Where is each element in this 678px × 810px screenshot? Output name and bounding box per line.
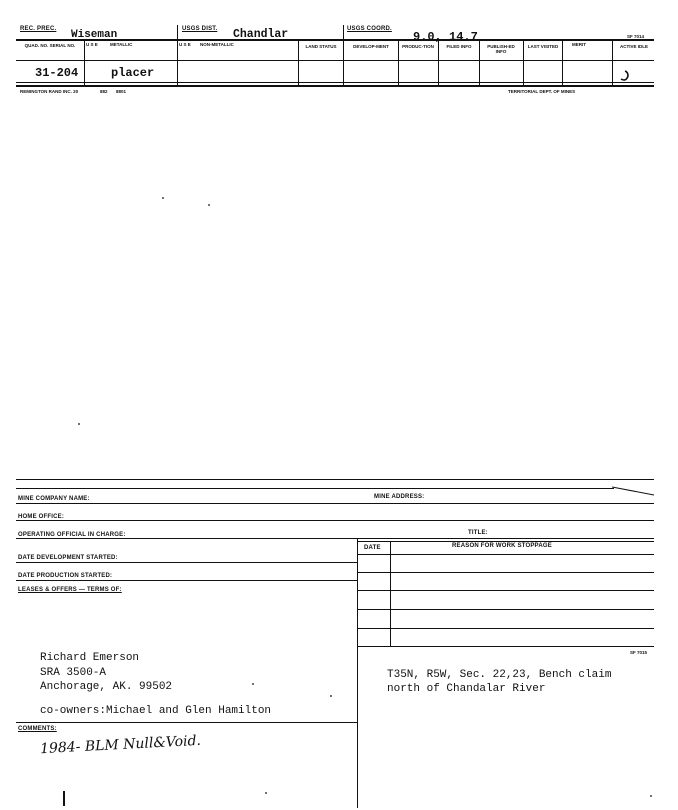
- department-name: TERRITORIAL DEPT. OF MINES: [508, 89, 576, 94]
- rule: [16, 479, 654, 480]
- rule: [16, 39, 654, 41]
- divider: [177, 25, 178, 39]
- divider: [357, 538, 358, 808]
- divider: [523, 39, 524, 85]
- col-quad-no: QUAD. NO.: [24, 43, 49, 48]
- col-development: DEVELOP-MENT: [353, 44, 389, 49]
- printer-line: REMINGTON RAND INC. 20: [20, 89, 79, 94]
- printer-code-1: 882: [100, 89, 108, 94]
- leases-label: LEASES & OFFERS — TERMS OF:: [18, 587, 122, 593]
- divider: [390, 541, 391, 647]
- scan-speck: [330, 695, 332, 697]
- rule: [16, 60, 654, 61]
- co-owners-line: co-owners:Michael and Glen Hamilton: [40, 705, 272, 717]
- owner-line: Anchorage, AK. 99502: [40, 681, 173, 693]
- divider: [343, 25, 344, 39]
- col-production: PRODUC-TION: [402, 44, 434, 49]
- printer-code-2: 8801: [116, 89, 127, 94]
- rule: [357, 590, 654, 591]
- usgs-dist-value: Chandlar: [233, 28, 289, 41]
- col-active-idle: ACTIVE IDLE: [619, 44, 648, 49]
- comments-label: COMMENTS:: [18, 726, 57, 732]
- divider: [562, 39, 563, 85]
- rule: [357, 646, 654, 647]
- rule: [16, 722, 357, 723]
- col-quad-serial: [20, 43, 80, 48]
- scan-speck: [252, 683, 254, 685]
- rule: [16, 503, 654, 504]
- owner-line: SRA 3500-A: [40, 667, 107, 679]
- metallic-value: placer: [111, 66, 155, 80]
- rule: [357, 554, 654, 555]
- mine-company-label: MINE COMPANY NAME:: [18, 496, 90, 502]
- scan-speck: [650, 795, 652, 797]
- rule: [16, 538, 654, 539]
- divider: [343, 39, 344, 85]
- usgs-coord-value: 9.0, 14.7: [413, 30, 478, 44]
- rec-prec-value: Wiseman: [71, 29, 118, 41]
- scan-speck: [208, 204, 210, 206]
- rule: [16, 488, 614, 489]
- rec-prec-label: REC. PREC.: [20, 26, 57, 32]
- stoppage-date-header: DATE: [364, 545, 381, 551]
- col-non-metallic: NON-METALLIC: [200, 42, 234, 47]
- home-office-label: HOME OFFICE:: [18, 514, 65, 520]
- rule: [16, 562, 357, 563]
- active-check-mark: [618, 69, 632, 83]
- scan-speck: [265, 792, 267, 794]
- col-published-info: PUBLISH-ED INFO: [487, 44, 515, 54]
- divider: [438, 39, 439, 85]
- divider: [298, 39, 299, 85]
- operating-official-label: OPERATING OFFICIAL IN CHARGE:: [18, 532, 126, 538]
- title-label: TITLE:: [468, 530, 488, 536]
- divider: [84, 39, 85, 85]
- rule: [16, 580, 357, 581]
- divider: [398, 39, 399, 85]
- divider: [177, 39, 178, 85]
- rule: [357, 572, 654, 573]
- divider: [612, 39, 613, 85]
- col-serial-no: SERIAL NO.: [49, 43, 76, 48]
- rule: [357, 609, 654, 610]
- date-production-label: DATE PRODUCTION STARTED:: [18, 573, 113, 579]
- rule: [357, 628, 654, 629]
- scan-speck: [162, 197, 164, 199]
- owner-line: Richard Emerson: [40, 652, 140, 664]
- divider: [479, 39, 480, 85]
- pen-mark: [63, 791, 65, 806]
- usgs-dist-label: USGS DIST.: [182, 26, 218, 32]
- form-code-top: SF 7014: [627, 34, 645, 39]
- stoppage-reason-header: REASON FOR WORK STOPPAGE: [452, 543, 552, 549]
- rule: [16, 82, 654, 83]
- location-line: T35N, R5W, Sec. 22,23, Bench claim: [387, 669, 612, 681]
- handwritten-comment: 1984- BLM Null&Void.: [39, 732, 202, 758]
- location-line: north of Chandalar River: [387, 683, 546, 695]
- col-use: U S E: [86, 42, 98, 47]
- form-code-bottom: SF 7015: [630, 650, 648, 655]
- col-metallic: METALLIC: [110, 42, 133, 47]
- col-last-visited: LAST VISITED: [527, 44, 559, 49]
- usgs-coord-label: USGS COORD.: [347, 26, 392, 32]
- mine-address-label: MINE ADDRESS:: [374, 494, 425, 500]
- scan-speck: [78, 423, 80, 425]
- col-use-2: U S E: [179, 42, 191, 47]
- rule: [357, 541, 654, 542]
- rule: [16, 520, 654, 521]
- quad-serial-value: 31-204: [35, 66, 79, 80]
- col-merit: MERIT: [572, 42, 586, 47]
- col-filed-info: FILED INFO: [446, 44, 472, 49]
- rule: [16, 85, 654, 87]
- corner-stroke: [612, 485, 656, 497]
- date-development-label: DATE DEVELOPMENT STARTED:: [18, 555, 118, 561]
- col-land-status: LAND STATUS: [305, 44, 337, 49]
